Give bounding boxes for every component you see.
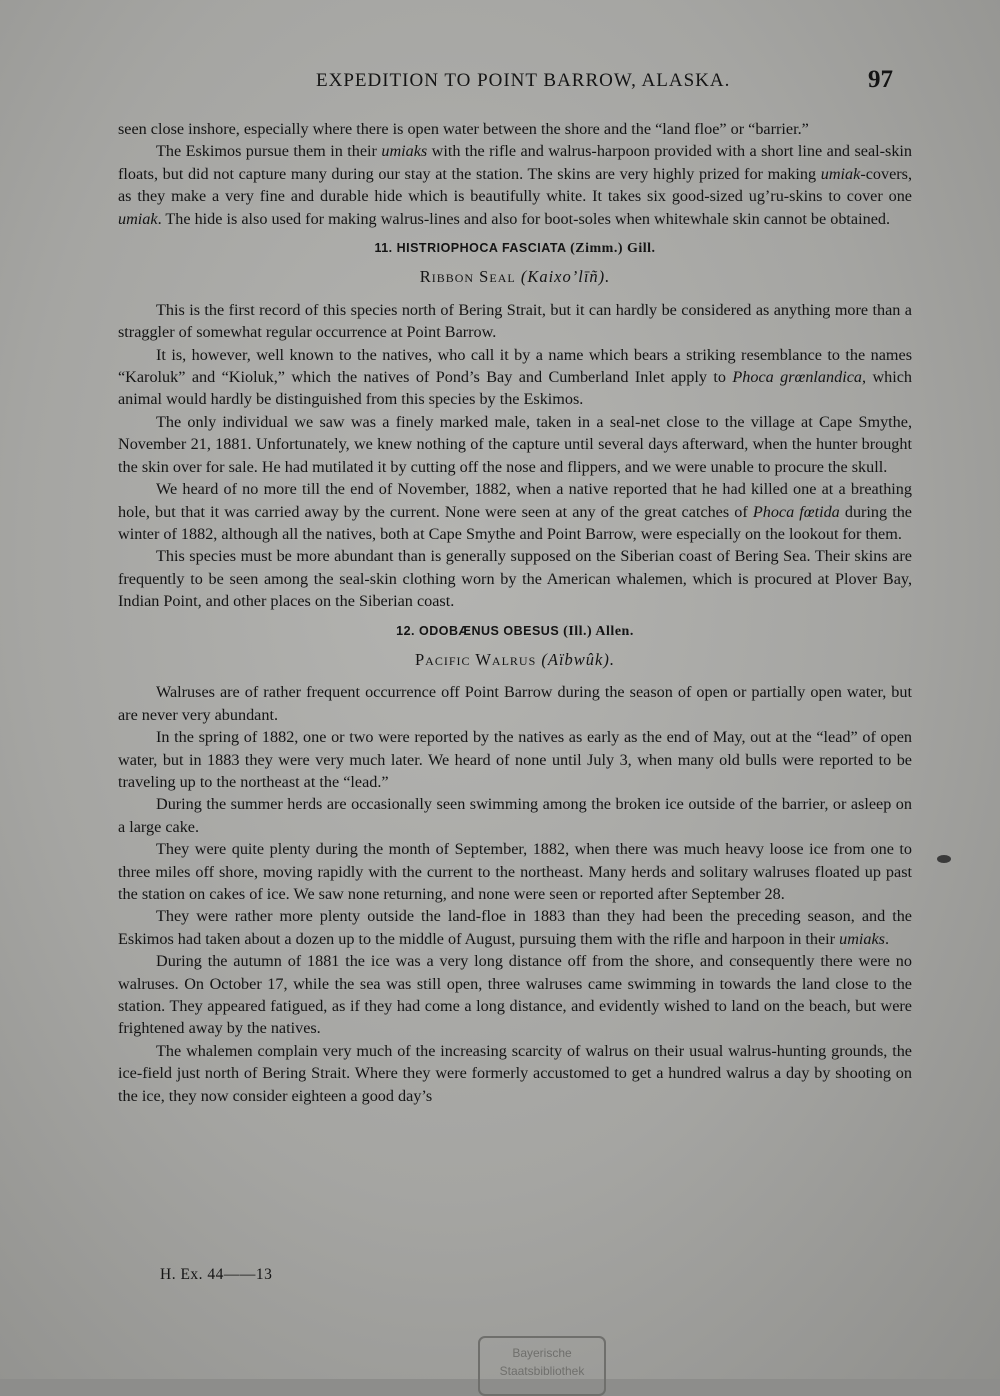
italic-term: Phoca grœnlandica bbox=[732, 368, 862, 387]
paragraph bbox=[118, 681, 912, 726]
species-authority: (Ill.) Allen. bbox=[563, 623, 634, 639]
paragraph-text: During the summer herds are occasionally seen swimming among the broken ice outside of the barrier, or asleep on a large cake. bbox=[118, 795, 912, 836]
stamp-line: Staatsbibliothek bbox=[499, 1364, 585, 1378]
paragraph-text: During the autumn of 1881 the ice was a very long distance off from the shore, and consequently there were no walruses. On October 17, while the sea was still open, three walruses came swimming in towards the land close to the station. They appeared fatigued, as if they had come a long distance, and evidently wished to land on the beach, but were frightened away by the natives. bbox=[118, 952, 912, 1038]
paragraph bbox=[118, 726, 912, 793]
ink-smudge bbox=[937, 855, 951, 863]
species-scientific-name: 11. HISTRIOPHOCA FASCIATA bbox=[374, 241, 567, 256]
paragraph-text: We heard of no more till the end of November, 1882, when a native reported that he had killed one at a breathing hole, but that it was carried away by the current. None were seen at any of the great catches of bbox=[118, 480, 912, 521]
running-header-title: EXPEDITION TO POINT BARROW, ALASKA. bbox=[316, 70, 731, 91]
paragraph-text: , which animal would hardly be distinguished from this species by the Eskimos. bbox=[118, 368, 913, 409]
paragraph bbox=[118, 411, 912, 478]
paragraph-text: They were quite plenty during the month of September, 1882, when there was much heavy loose ice from one to three miles off shore, moving rapidly with the current to the northeast. Many herds and solitary walruses floated up past the station on cakes of ice. We saw none returning, and none were seen or reported after September 28. bbox=[118, 840, 912, 903]
paragraph bbox=[118, 140, 912, 230]
paragraph-text: with the rifle and walrus-harpoon provided with a short line and seal-skin floats, but did not capture many during our stay at the station. The skins are very highly prized for making bbox=[118, 142, 912, 183]
paragraph-text: This species must be more abundant than is generally supposed on the Siberian coast of Bering Sea. Their skins are frequently to be seen among the seal-skin clothing worn by the American whalemen, which is procured at Plover Bay, Indian Point, and other places on the Siberian coast. bbox=[118, 547, 912, 611]
paragraph-text: The only individual we saw was a finely marked male, taken in a seal-net close to the village at Cape Smythe, November 21, 1881. Unfortunately, we knew nothing of the capture until several days afterward, when the hunter brought the skin over for sale. He had mutilated it by cutting off the nose and flippers, and we were unable to procure the skull. bbox=[118, 412, 912, 476]
common-name-heading-11 bbox=[118, 266, 912, 288]
species-native-name: (Kaixo’līñ). bbox=[520, 267, 611, 287]
stamp-line: Bayerische bbox=[512, 1346, 572, 1360]
paragraph bbox=[118, 545, 912, 612]
paragraph-text: The whalemen complain very much of the increasing scarcity of walrus on their usual walrus-hunting grounds, the ice-field just north of Bering Strait. Where they were formerly accustomed to get a hundred walrus a day by shooting on the ice, they now consider eighteen a good day’s bbox=[118, 1041, 912, 1105]
species-common-name: Pacific Walrus bbox=[415, 649, 537, 669]
paragraph bbox=[118, 1040, 912, 1107]
paragraph bbox=[118, 478, 912, 545]
paragraph bbox=[118, 905, 912, 950]
signature-mark: H. Ex. 44——13 bbox=[160, 1266, 273, 1283]
species-scientific-name: 12. ODOBÆNUS OBESUS bbox=[396, 623, 560, 638]
paragraph-text: seen close inshore, especially where there is open water between the shore and the “land floe” or “barrier.” bbox=[118, 120, 809, 138]
italic-term: umiak bbox=[820, 164, 861, 183]
italic-term: umiaks bbox=[381, 142, 428, 161]
paragraph-text: This is the first record of this species north of Bering Strait, but it can hardly be considered as anything more than a straggler of somewhat regular occurrence at Point Barrow. bbox=[118, 300, 912, 342]
species-heading-12 bbox=[118, 620, 912, 643]
paragraph bbox=[118, 793, 912, 838]
page-number: 97 bbox=[868, 66, 893, 93]
italic-term: umiaks bbox=[839, 929, 885, 948]
library-stamp bbox=[478, 1336, 606, 1396]
paragraph-text: The Eskimos pursue them in their bbox=[156, 142, 382, 161]
italic-term: Phoca fœtida bbox=[752, 502, 840, 521]
paragraph bbox=[118, 950, 912, 1040]
species-authority: (Zimm.) Gill. bbox=[570, 241, 656, 257]
species-common-name: Ribbon Seal bbox=[419, 267, 516, 287]
paragraph-text: Walruses are of rather frequent occurrence off Point Barrow during the season of open or partially open water, but are never very abundant. bbox=[118, 683, 912, 724]
paragraph-text: They were rather more plenty outside the land-floe in 1883 than they had been the preceding season, and the Eskimos had taken about a dozen up to the middle of August, pursuing them with the rifle and harpoon in their bbox=[118, 907, 912, 948]
body-text bbox=[118, 118, 912, 1107]
paragraph-text: . The hide is also used for making walrus-lines and also for boot-soles when whitewhale skin cannot be obtained. bbox=[157, 209, 891, 228]
paragraph-text: . bbox=[884, 929, 890, 948]
italic-term: umiak bbox=[118, 209, 158, 228]
species-native-name: (Aïbwûk). bbox=[541, 649, 615, 669]
paragraph bbox=[118, 118, 912, 140]
paragraph-text: -covers, as they make a very fine and durable hide which is beautifully white. It takes six good-sized ug’ru-skins to cover one bbox=[118, 164, 912, 206]
paragraph bbox=[118, 838, 912, 905]
paragraph bbox=[118, 344, 912, 411]
paragraph-text: during the winter of 1882, although all the natives, both at Cape Smythe and Point Barrow, were especially on the lookout for them. bbox=[118, 502, 912, 543]
common-name-heading-12 bbox=[118, 649, 912, 671]
species-heading-11 bbox=[118, 237, 912, 260]
paragraph bbox=[118, 299, 912, 344]
paragraph-text: In the spring of 1882, one or two were reported by the natives as early as the end of May, out at the “lead” of open water, but in 1883 they were very much later. We heard of none until July 3, when many old bulls were reported to be traveling up to the northeast at the “lead.” bbox=[118, 728, 912, 791]
paragraph-text: It is, however, well known to the natives, who call it by a name which bears a striking resemblance to the names “Karoluk” and “Kioluk,” which the natives of Pond’s Bay and Cumberland Inlet apply to bbox=[118, 345, 912, 387]
